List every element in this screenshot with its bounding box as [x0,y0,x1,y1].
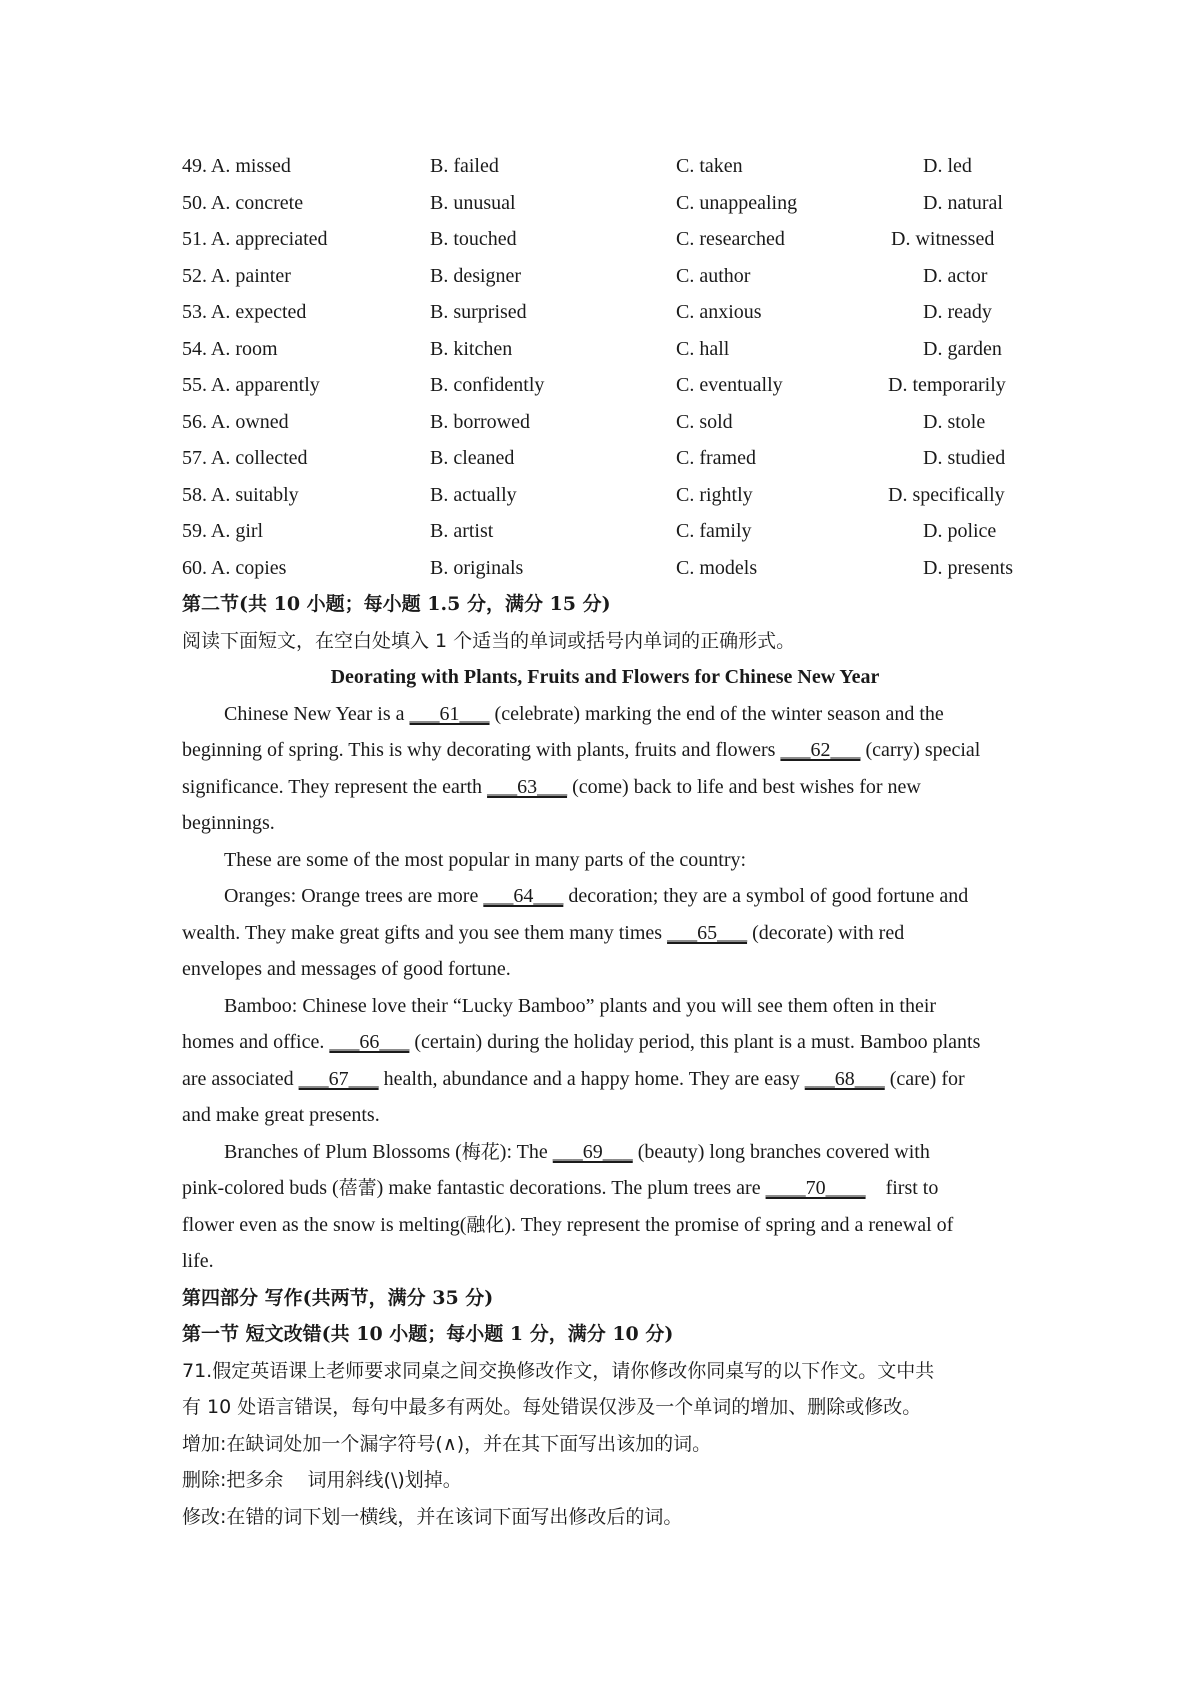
page-content [182,148,1028,1535]
option-row-52 [182,258,1028,295]
text: ). They represent the promise of spring and a renewal of [504,1213,954,1236]
text: are associated [182,1067,299,1090]
option-d: D. witnessed [891,228,995,250]
passage-line: and make great presents. [182,1104,380,1126]
option-b: B. surprised [430,301,527,323]
text: Chinese New Year is a [224,702,410,725]
text: ): The [499,1140,553,1163]
text: (come) back to life and best wishes for new [567,775,921,798]
option-c: C. researched [676,228,785,250]
text: flower even as the snow is melting( [182,1213,467,1236]
option-d: D. police [923,520,997,542]
passage-line: beginnings. [182,812,275,834]
option-b: B. actually [430,483,517,506]
passage-line [182,769,1028,806]
option-d: D. ready [923,301,992,323]
text: (carry) special [860,739,981,761]
modify-instruction: 修改:在错的词下划一横线，并在该词下面写出修改后的词。 [182,1505,683,1528]
blank-66: ___66___ [329,1031,410,1053]
text: ) make fantastic decorations. The plum trees are [376,1177,766,1199]
option-d: D. temporarily [888,374,1006,396]
text: significance. They represent the earth [182,775,488,798]
option-d: D. studied [923,447,1006,469]
option-b: B. failed [430,155,499,177]
option-a: 49. A. missed [182,155,291,177]
option-d: D. specifically [888,483,1005,506]
blank-68: ___68___ [804,1067,885,1090]
text: (certain) during the holiday period, this plant is a must. Bamboo plants [409,1031,981,1053]
option-d: D. led [923,155,972,177]
option-c: C. author [676,264,751,287]
option-row-50 [182,185,1028,222]
text: 梅花 [461,1140,500,1163]
text: 蓓蕾 [338,1177,377,1199]
blank-62: ___62___ [780,739,861,761]
option-b: B. originals [430,556,524,579]
text: (celebrate) marking the end of the winter season and the [489,702,944,725]
blank-61: ___61___ [409,702,490,725]
option-a: 59. A. girl [182,520,264,542]
option-d: D. presents [923,556,1013,579]
option-row-54 [182,331,1028,368]
option-a: 60. A. copies [182,556,287,579]
option-a: 54. A. room [182,337,278,360]
passage-line [182,1170,1028,1207]
option-a: 53. A. expected [182,301,307,323]
passage-line: envelopes and messages of good fortune. [182,958,511,980]
text: Branches of Plum Blossoms ( [224,1140,462,1163]
option-b: B. touched [430,228,517,250]
option-c: C. anxious [676,301,762,323]
passage-line [182,1061,1028,1098]
blank-65: ___65___ [667,921,748,944]
delete-instruction: 删除:把多余 词用斜线(\)划掉。 [182,1469,462,1491]
passage-line [182,1134,1028,1171]
q71-line-2: 有 10 处语言错误，每句中最多有两处。每处错误仅涉及一个单词的增加、删除或修改。 [182,1396,922,1418]
option-row-49 [182,148,1028,185]
option-c: C. taken [676,155,743,177]
option-a: 52. A. painter [182,264,291,287]
options-list [182,148,1028,586]
option-row-60 [182,550,1028,587]
blank-63: ___63___ [487,775,568,798]
text: pink-colored buds ( [182,1177,339,1199]
option-row-56 [182,404,1028,441]
blank-67: ___67___ [298,1067,379,1090]
passage-line [182,696,1028,733]
option-row-53 [182,294,1028,331]
option-d: D. natural [923,191,1003,214]
passage-line [182,915,1028,952]
option-a: 51. A. appreciated [182,228,328,250]
option-a: 58. A. suitably [182,483,299,506]
option-c: C. family [676,520,752,542]
text: (beauty) long branches covered with [632,1140,930,1163]
option-c: C. models [676,556,758,579]
text: (care) for [884,1067,965,1090]
option-row-59 [182,513,1028,550]
option-b: B. cleaned [430,447,515,469]
q71-line-1: 71.假定英语课上老师要求同桌之间交换修改作文，请你修改你同桌写的以下作文。文中共 [182,1359,935,1382]
passage-line: life. [182,1250,214,1272]
option-a: 57. A. collected [182,447,308,469]
text: health, abundance and a happy home. They are easy [378,1067,805,1090]
add-instruction: 增加:在缺词处加一个漏字符号(∧)，并在其下面写出该加的词。 [182,1432,712,1455]
option-c: C. hall [676,337,730,360]
section2-instruction: 阅读下面短文，在空白处填入 1 个适当的单词或括号内单词的正确形式。 [182,629,796,652]
passage [182,696,1028,1280]
option-d: D. garden [923,337,1002,360]
option-c: C. unappealing [676,191,798,214]
part4-heading: 第四部分 写作(共两节，满分 35 分) [182,1286,494,1309]
option-row-58 [182,477,1028,514]
option-b: B. confidently [430,374,545,396]
text: beginning of spring. This is why decorating with plants, fruits and flowers [182,739,781,761]
part4-sub-heading: 第一节 短文改错(共 10 小题；每小题 1 分，满分 10 分) [182,1323,674,1345]
passage-line: Bamboo: Chinese love their “Lucky Bamboo” plants and you will see them often in their [224,994,937,1017]
passage-line: These are some of the most popular in many parts of the country: [224,848,747,871]
text: homes and office. [182,1031,330,1053]
option-b: B. borrowed [430,410,530,433]
blank-70: ____70____ [765,1177,866,1199]
passage-line [182,1024,1028,1061]
option-b: B. kitchen [430,337,513,360]
option-a: 50. A. concrete [182,191,304,214]
option-d: D. actor [923,264,988,287]
option-b: B. artist [430,520,494,542]
text: first to [865,1177,939,1199]
option-c: C. rightly [676,483,753,506]
option-row-57 [182,440,1028,477]
text: Oranges: Orange trees are more [224,885,484,907]
option-b: B. designer [430,264,522,287]
passage-line [182,878,1028,915]
option-c: C. sold [676,410,733,433]
passage-line [182,1207,1028,1244]
blank-64: ___64___ [483,885,564,907]
option-b: B. unusual [430,191,516,214]
option-c: C. eventually [676,374,783,396]
option-a: 55. A. apparently [182,374,320,396]
text: decoration; they are a symbol of good fortune and [563,885,969,907]
text: wealth. They make great gifts and you see them many times [182,921,668,944]
option-d: D. stole [923,410,986,433]
passage-line [182,732,1028,769]
option-c: C. framed [676,447,756,469]
text: 融化 [466,1213,505,1236]
option-row-51 [182,221,1028,258]
text: (decorate) with red [747,921,905,944]
section2-heading: 第二节(共 10 小题；每小题 1.5 分，满分 15 分) [182,593,611,615]
option-a: 56. A. owned [182,410,289,433]
blank-69: ___69___ [552,1140,633,1163]
option-row-55 [182,367,1028,404]
passage-title: Deorating with Plants, Fruits and Flowers for Chinese New Year [330,666,880,688]
